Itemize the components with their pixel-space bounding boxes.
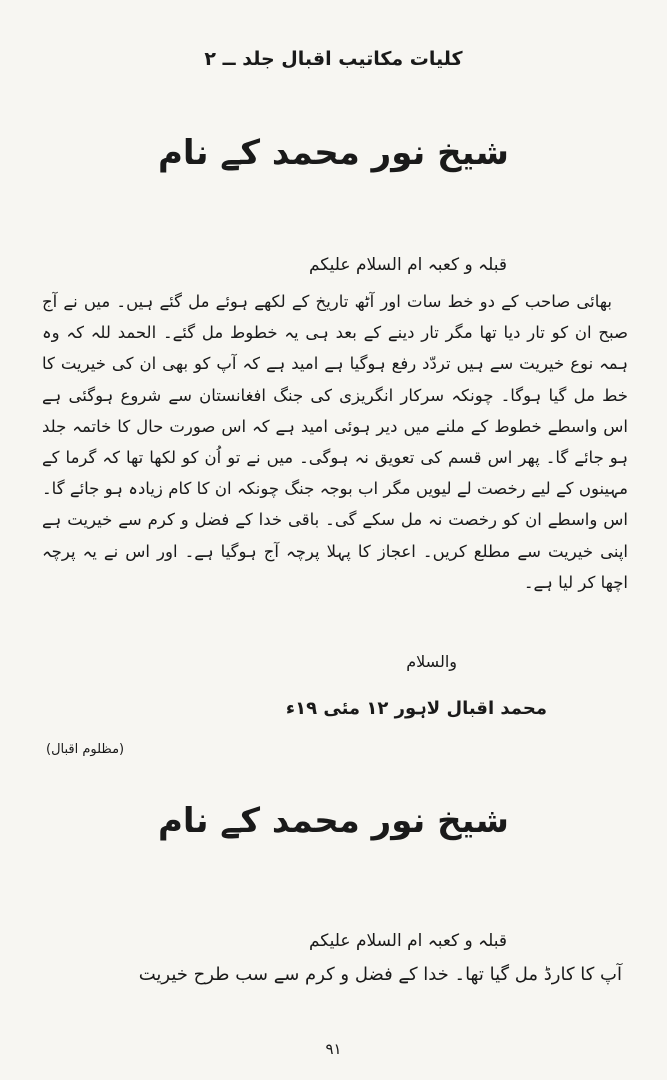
letter-1-closing: والسلام — [406, 652, 457, 671]
page-number: ۹۱ — [325, 1040, 342, 1058]
letter-2-title: شیخ نور محمد کے نام — [158, 801, 509, 841]
letter-2-salutation: قبلہ و کعبہ ام السلام علیکم — [308, 931, 507, 951]
letter-1-title: شیخ نور محمد کے نام — [158, 133, 509, 173]
letter-1-salutation: قبلہ و کعبہ ام السلام علیکم — [308, 255, 507, 275]
running-header: کلیات مکاتیب اقبال جلد ــ ۲ — [204, 48, 463, 70]
letter-1-paragraph: گئے ہیں۔ میں نے آج صبح ان کو تار دیا تھا مگر تار دینے کے بعد ہی یہ خطوط مل گئے۔ الحمد للہ کہ وہ ہمہ نوع خیریت سے ہیں تردّد رفع ہوگیا ہے امید ہے کہ آپ کو بھی ان کی خیریت کا خط مل گیا ہوگا۔ چونکہ سرکار انگریزی کی جنگ افغانستان سے شروع ہوگئی ہے اس واسطے خطوط کے ملنے میں دیر ہوئی امید ہے کہ اس صورت حال کا خاتمہ جلد ہو جائے گا۔ پھر اس قسم کی تعویق نہ ہوگی۔ میں نے تو اُن کو لکھا تھا کہ گرما کے مہینوں کے لیے رخصت لے لیویں مگر اب بوجہ جنگ چونکہ ان کا کام زیادہ ہو جائے گا۔ اس واسطے ان کو رخصت نہ مل سکے گی۔ باقی خدا کے فضل و کرم سے خیریت ہے اپنی خیریت سے مطلع کریں۔ اعجاز کا پہلا پرچہ آج ہوگیا ہے۔ اور اس نے یہ پرچہ اچھا کر لیا ہے۔ — [42, 292, 628, 592]
letter-1-signature: محمد اقبال لاہور ۱۲ مئی ۱۹ء — [285, 698, 547, 719]
letter-2-body: آپ کا کارڈ مل گیا تھا۔ خدا کے فضل و کرم سے سب طرح خیریت — [138, 964, 622, 985]
letter-1-body — [42, 286, 628, 598]
letter-1-first-line: بھائی صاحب کے دو خط سات اور آٹھ تاریخ کے لکھے ہوئے مل — [188, 292, 613, 311]
letter-1-source: (مظلوم اقبال) — [46, 742, 125, 757]
